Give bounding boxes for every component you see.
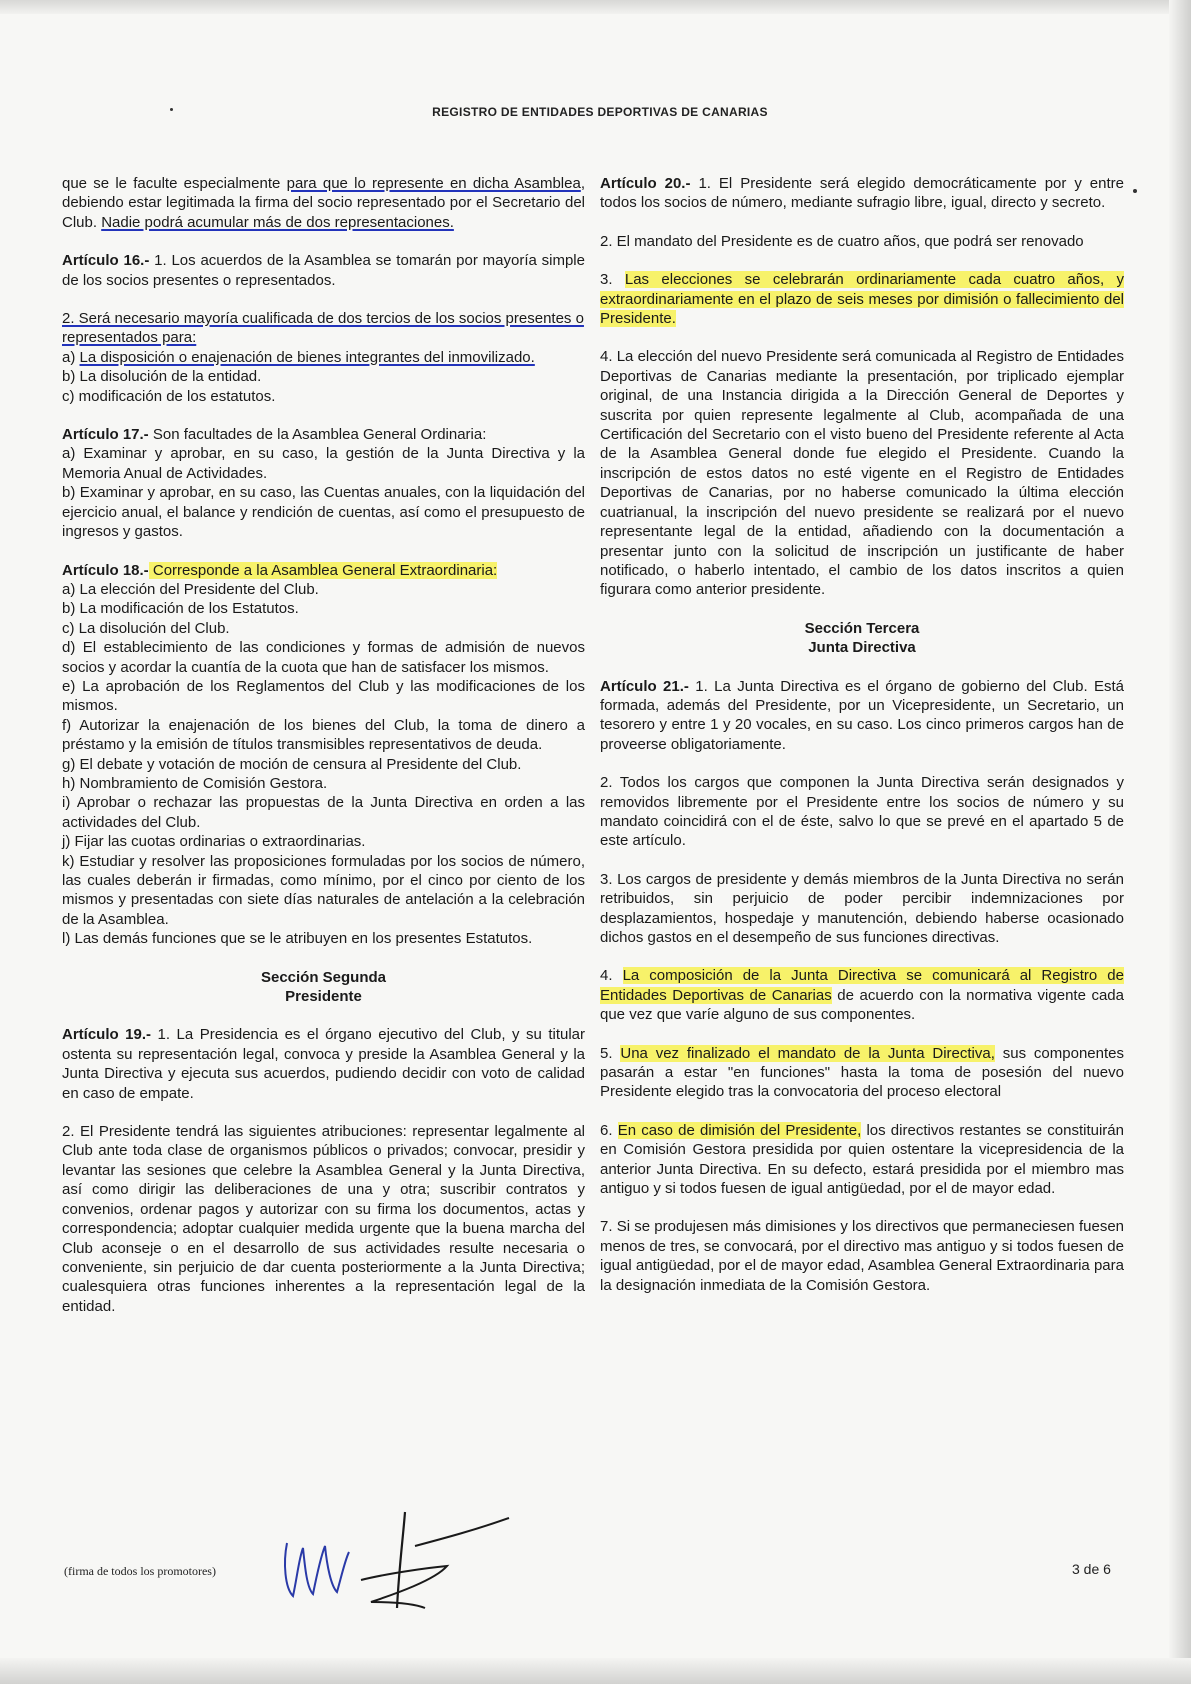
article-20-p3: 3. Las elecciones se celebrarán ordinariamente cada cuatro años, y extraordinariamente en el plazo de seis meses por dimisión o fallecimiento del Presidente. — [600, 271, 1124, 328]
article-21-p7: 7. Si se produjesen más dimisiones y los directivos que permaneciesen fuesen menos de tres, se convocará, por el directivo mas antiguo y si todos fuesen de igual antigüedad, por el de mayor edad, Asamblea General Extraordinaria para la designación inmediata de la Comisión Gestora. — [600, 1218, 1124, 1294]
handwritten-signature — [275, 1508, 515, 1618]
article-heading: Artículo 17.- — [62, 426, 149, 444]
article-20-p2: 2. El mandato del Presidente es de cuatro años, que podrá ser renovado — [600, 232, 1084, 250]
article-heading: Artículo 18.- — [62, 561, 149, 579]
article-16-p2: 2. Será necesario mayoría cualificada de dos tercios de los socios presentes o representados para: a) La disposición o enajenación de bienes integrantes del inmovilizado. b) La disolución de la entidad. c) modificación de los estatutos. — [62, 310, 584, 405]
pen-underline-text: para que lo represente en dicha Asamblea — [286, 175, 581, 192]
pen-underline-text: La disposición o enajenación de bienes integrantes del inmovilizado. — [79, 348, 535, 366]
article-21-p1: Artículo 21.- 1. La Junta Directiva es el órgano de gobierno del Club. Está formada, además del Presidente, por un Vicepresidente, un Secretario, un tesorero y entre 1 y 20 vocales, en su caso. Los cinco primeros cargos han de proveerse obligatoriamente. — [600, 677, 1124, 753]
article-heading: Artículo 19.- — [62, 1026, 152, 1044]
pen-underline-text: Nadie podrá acumular más de dos representaciones. — [101, 213, 454, 231]
scan-speck — [170, 108, 173, 111]
article-20-p4: 4. La elección del nuevo Presidente será comunicada al Registro de Entidades Deportivas de Canarias mediante la presentación, por triplicado ejemplar original, de una Instancia dirigida a la Dirección General de Deportes y suscrita por quien represente legalmente al Club, acompañada de una Certificación del Secretario con el visto bueno del Presidente referente al Acta de la Asamblea General donde fue elegido el Presidente. Cuando la inscripción de estos datos no esté vigente en el Registro de Entidades Deportivas de Canarias, por no haberse comunicado la última elección cuatrianual, la inscripción del nuevo presidente se realizará por el nuevo representante legal de la entidad, añadiendo con la documentación a presentar junto con la solicitud de inscripción un justificante de haber notificado, o haberlo intentado, el cambio de los datos inscritos a quien figurara como anterior presidente. — [600, 348, 1124, 599]
right-column — [600, 174, 1124, 1314]
article-19-p2: 2. El Presidente tendrá las siguientes atribuciones: representar legalmente al Club ante toda clase de organismos públicos o privados; convocar, presidir y levantar las sesiones que celebre la Asamblea General y la Junta Directiva, así como dirigir las deliberaciones de una y otra; suscribir contratos y convenios, ordenar pagos y autorizar con su firma los documentos, actas y correspondencia; adoptar cualquier medida urgente que la buena marcha del Club aconseje o en el desarrollo de sus actividades resulte necesaria o conveniente, sin perjuicio de dar cuenta posteriormente a la Junta Directiva; cualesquiera otras funciones inherentes a la representación legal de la entidad. — [62, 1123, 585, 1315]
article-heading: Artículo 16.- — [62, 252, 150, 270]
footer-signature-note: (firma de todos los promotores) — [64, 1564, 216, 1578]
article-17: Artículo 17.- Son facultades de la Asamblea General Ordinaria: a) Examinar y aprobar, en su caso, la gestión de la Junta Directiva y la Memoria Anual de Actividades. b) Examinar y aprobar, en su caso, las Cuentas anuales, con la liquidación del ejercicio anual, el balance y rendición de cuentas, así como el presupuesto de ingresos y gastos. — [62, 426, 585, 541]
scan-edge-right — [1169, 0, 1191, 1684]
article-21-p6: 6. En caso de dimisión del Presidente, los directivos restantes se constituirán en Comisión Gestora presidida por quien ostentare la vicepresidencia de la anterior Junta Directiva. En su defecto, estará presidida por el miembro mas antiguo y si todos fuesen de igual antigüedad, por el de mayor edad. — [600, 1121, 1124, 1198]
scan-edge-bottom — [0, 1658, 1191, 1684]
section-heading-tercera: Sección Tercera Junta Directiva — [804, 619, 920, 657]
article-18: Artículo 18.- Corresponde a la Asamblea General Extraordinaria: a) La elección del Presidente del Club. b) La modificación de los Estatutos. c) La disolución del Club. d) El establecimiento de las condiciones y formas de admisión de nuevos socios y acordar la cuantía de la cuota que han de satisfacer los mismos. e) La aprobación de los Reglamentos del Club y las modificaciones de los mismos. f) Autorizar la enajenación de los bienes del Club, la toma de dinero a préstamo y la emisión de títulos transmisibles representativos de deuda. g) El debate y votación de moción de censura al Presidente del Club. h) Nombramiento de Comisión Gestora. i) Aprobar o rechazar las propuestas de la Junta Directiva en orden a las actividades del Club. j) Fijar las cuotas ordinarias o extraordinarias. k) Estudiar y resolver las proposiciones formuladas por los socios de número, las cuales deberán ir firmadas, como mínimo, por el cinco por ciento de los mismos y presentadas con siete días naturales de antelación a la celebración de la Asamblea. l) Las demás funciones que se le atribuyen en los presentes Estatutos. — [62, 561, 585, 948]
section-heading-segunda: Sección Segunda Presidente — [260, 968, 387, 1006]
page-number: 3 de 6 — [1072, 1561, 1111, 1577]
article-16-p1: Artículo 16.- 1. Los acuerdos de la Asamblea se tomarán por mayoría simple de los socios presentes o representados. — [62, 252, 585, 289]
article-21-p2: 2. Todos los cargos que componen la Junta Directiva serán designados y removidos libremente por el Presidente entre los socios de número y su mandato coincidirá con el de éste, salvo lo que se prevé en el apartado 5 de este artículo. — [600, 774, 1124, 850]
article-21-p3: 3. Los cargos de presidente y demás miembros de la Junta Directiva no serán retribuidos, sin perjuicio de poder percibir indemnizaciones por desplazamientos, hospedaje y manutención, debiendo haberse ocasionado dichos gastos en el desempeño de sus funciones directivas. — [600, 870, 1124, 946]
article-heading: Artículo 20.- — [600, 175, 691, 192]
paragraph-representation: que se le faculte especialmente para que lo represente en dicha Asamblea, debiendo estar legitimada la firma del socio representado por el Secretario del Club. Nadie podrá acumular más de dos representaciones. — [62, 175, 585, 231]
pen-underline-text: 2. Será necesario mayoría cualificada de dos tercios de los socios presentes o representados para: — [62, 310, 584, 347]
scan-edge-top — [0, 0, 1191, 14]
left-column — [62, 174, 585, 1335]
highlighted-text: En caso de dimisión del Presidente, — [617, 1121, 862, 1139]
article-19-p1: Artículo 19.- 1. La Presidencia es el órgano ejecutivo del Club, y su titular ostenta su representación legal, convoca y preside la Asamblea General y la Junta Directiva y ejecuta sus acuerdos, pudiendo decidir con voto de calidad en caso de empate. — [62, 1026, 586, 1102]
page-header: REGISTRO DE ENTIDADES DEPORTIVAS DE CANARIAS — [432, 105, 768, 119]
article-20-p1: Artículo 20.- 1. El Presidente será elegido democráticamente por y entre todos los socios de número, mediante sufragio libre, igual, directo y secreto. — [600, 175, 1124, 212]
scan-speck — [1133, 189, 1137, 193]
article-21-p4: 4. La composición de la Junta Directiva se comunicará al Registro de Entidades Deportivas de Canarias de acuerdo con la normativa vigente cada que vez que varíe alguno de sus componentes. — [600, 967, 1124, 1024]
article-heading: Artículo 21.- — [600, 677, 689, 695]
highlighted-text: La composición de la Junta Directiva se comunicará al Registro de Entidades Deportivas de Canarias — [600, 967, 1124, 1004]
highlighted-text: Las elecciones se celebrarán ordinariamente cada cuatro años, y extraordinariamente en el plazo de seis meses por dimisión o fallecimiento del Presidente. — [600, 271, 1124, 328]
highlighted-text: Corresponde a la Asamblea General Extraordinaria: — [148, 561, 498, 579]
article-21-p5: 5. Una vez finalizado el mandato de la Junta Directiva, sus componentes pasarán a estar "en funciones" hasta la toma de posesión del nuevo Presidente elegido tras la convocatoria del proceso electoral — [600, 1044, 1124, 1101]
highlighted-text: Una vez finalizado el mandato de la Junta Directiva, — [620, 1044, 995, 1062]
